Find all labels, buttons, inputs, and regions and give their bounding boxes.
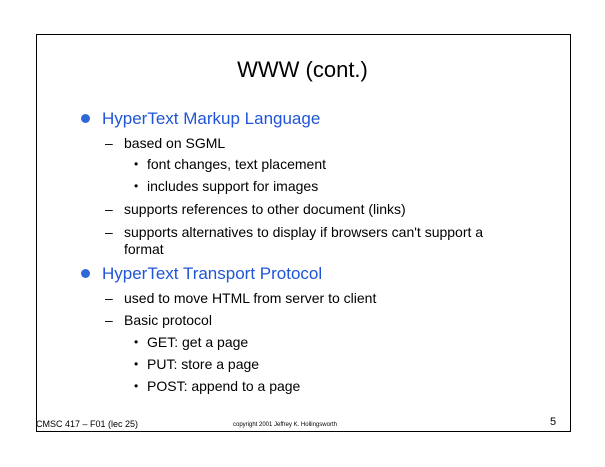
bullet-heading-html: HyperText Markup Language xyxy=(102,109,321,128)
slide-title: WWW (cont.) xyxy=(237,57,368,82)
dash-marker: – xyxy=(105,135,113,151)
bullet-icon xyxy=(81,114,90,123)
small-bullet-icon: • xyxy=(134,157,139,171)
sub-sub-item-get: GET: get a page xyxy=(147,334,249,350)
sub-item-move-html: used to move HTML from server to client xyxy=(124,290,377,306)
sub-sub-item-images: includes support for images xyxy=(147,178,319,194)
sub-sub-item-post: POST: append to a page xyxy=(147,378,301,394)
footer-course: CMSC 417 – F01 (lec 25) xyxy=(36,419,139,429)
sub-sub-item-font-changes: font changes, text placement xyxy=(147,156,326,172)
dash-marker: – xyxy=(105,224,113,240)
sub-item-links: supports references to other document (links) xyxy=(124,201,406,217)
small-bullet-icon: • xyxy=(134,179,139,193)
small-bullet-icon: • xyxy=(134,379,139,393)
small-bullet-icon: • xyxy=(134,335,139,349)
bullet-icon xyxy=(81,269,90,278)
sub-item-sgml: based on SGML xyxy=(124,135,226,151)
dash-marker: – xyxy=(105,312,113,328)
dash-marker: – xyxy=(105,201,113,217)
sub-sub-item-put: PUT: store a page xyxy=(147,356,260,372)
small-bullet-icon: • xyxy=(134,357,139,371)
dash-marker: – xyxy=(105,290,113,306)
sub-item-alternatives: supports alternatives to display if browsers can't support a format xyxy=(124,224,484,257)
sub-item-basic-protocol: Basic protocol xyxy=(124,312,212,328)
bullet-heading-http: HyperText Transport Protocol xyxy=(102,264,323,283)
page-number: 5 xyxy=(550,416,557,428)
footer-copyright: copyright 2001 Jeffrey K. Hollingsworth xyxy=(233,422,337,428)
